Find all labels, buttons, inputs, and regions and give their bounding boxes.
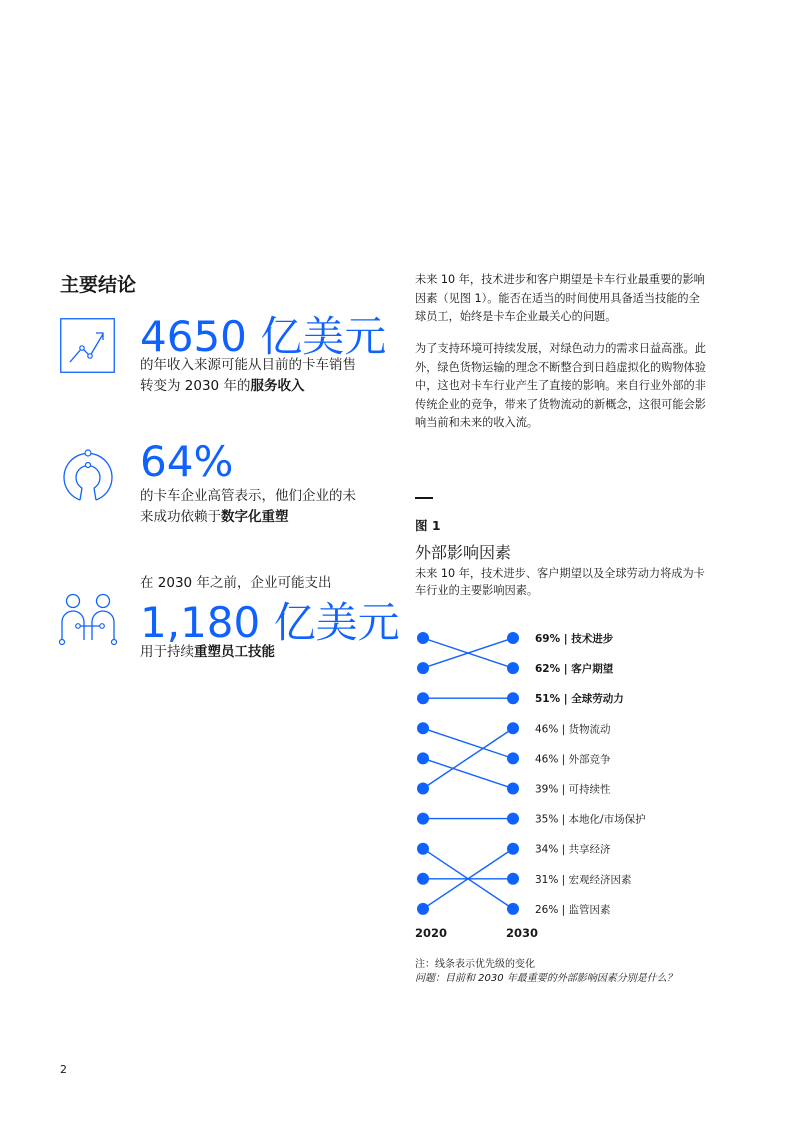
slope-chart	[400, 620, 780, 920]
point-2030	[507, 632, 519, 644]
trend-chart-icon	[60, 318, 115, 377]
figure-subtitle: 未来 10 年，技术进步、客户期望以及全球劳动力将成为卡 车行业的主要影响因素。	[415, 567, 705, 597]
slope-line	[423, 758, 513, 788]
stat-3-value: 1,180 亿美元	[140, 598, 400, 647]
point-2030	[507, 783, 519, 795]
point-2030	[507, 722, 519, 734]
figure-title: 外部影响因素	[415, 543, 512, 562]
factor-label: 62% | 客户期望	[535, 663, 614, 676]
factor-label: 31% | 宏观经济因素	[535, 873, 632, 886]
point-2030	[507, 662, 519, 674]
paragraph-2: 为了支持环境可持续发展，对绿色动力的需求日益高涨。此 外，绿色货物运输的理念不断整合到日趋虚拟化的购物体验 中，这也对卡车行业产生了直接的影响。来自行业外部的非 传统企业的竞争，带来了货物流动的新概念，这很可能会影 响当前和未来的收入流。	[415, 342, 706, 429]
factor-label: 26% | 监管因素	[535, 903, 611, 916]
point-2030	[507, 903, 519, 915]
figure-note: 注：线条表示优先级的变化	[415, 959, 535, 970]
digital-cycle-icon	[58, 448, 118, 512]
point-2030	[507, 873, 519, 885]
factor-label: 69% | 技术进步	[535, 633, 614, 645]
stat-3-description: 用于持续重塑员工技能	[140, 644, 275, 660]
stat-1-description: 的年收入来源可能从目前的卡车销售 转变为 2030 年的服务收入	[140, 357, 356, 394]
stat-3-preface: 在 2030 年之前，企业可能支出	[140, 575, 332, 591]
paragraph-1: 未来 10 年，技术进步和客户期望是卡车行业最重要的影响 因素（见图 1）。能否在适当的时间使用具备适当技能的全 球员工，始终是卡车企业最关心的问题。	[415, 273, 705, 323]
point-2030	[507, 843, 519, 855]
factor-label: 34% | 共享经济	[535, 843, 611, 856]
point-2020	[417, 752, 429, 764]
axis-label-2020: 2020	[415, 926, 448, 940]
figure-question: 问题：目前和 2030 年最重要的外部影响因素分别是什么？	[415, 973, 677, 984]
people-network-icon	[58, 592, 122, 652]
figure-divider	[415, 497, 433, 499]
slope-line	[423, 728, 513, 758]
point-2020	[417, 843, 429, 855]
factor-label: 35% | 本地化/市场保护	[535, 813, 646, 826]
point-2020	[417, 903, 429, 915]
factor-label: 51% | 全球劳动力	[535, 693, 624, 706]
point-2020	[417, 873, 429, 885]
stat-2-value: 64%	[140, 437, 234, 486]
factor-label: 39% | 可持续性	[535, 783, 611, 796]
figure-label: 图 1	[415, 518, 441, 533]
point-2020	[417, 692, 429, 704]
point-2020	[417, 662, 429, 674]
slope-line	[423, 728, 513, 788]
axis-label-2030: 2030	[506, 926, 539, 940]
factor-label: 46% | 外部竞争	[535, 753, 611, 766]
stat-2-description: 的卡车企业高管表示，他们企业的未 来成功依赖于数字化重塑	[140, 488, 356, 525]
point-2020	[417, 632, 429, 644]
section-title: 主要结论	[60, 274, 137, 296]
stat-1-value: 4650 亿美元	[140, 312, 387, 361]
point-2020	[417, 722, 429, 734]
page-number: 2	[60, 1063, 67, 1076]
factor-label: 46% | 货物流动	[535, 723, 611, 736]
point-2030	[507, 813, 519, 825]
point-2030	[507, 692, 519, 704]
point-2020	[417, 783, 429, 795]
point-2020	[417, 813, 429, 825]
point-2030	[507, 752, 519, 764]
